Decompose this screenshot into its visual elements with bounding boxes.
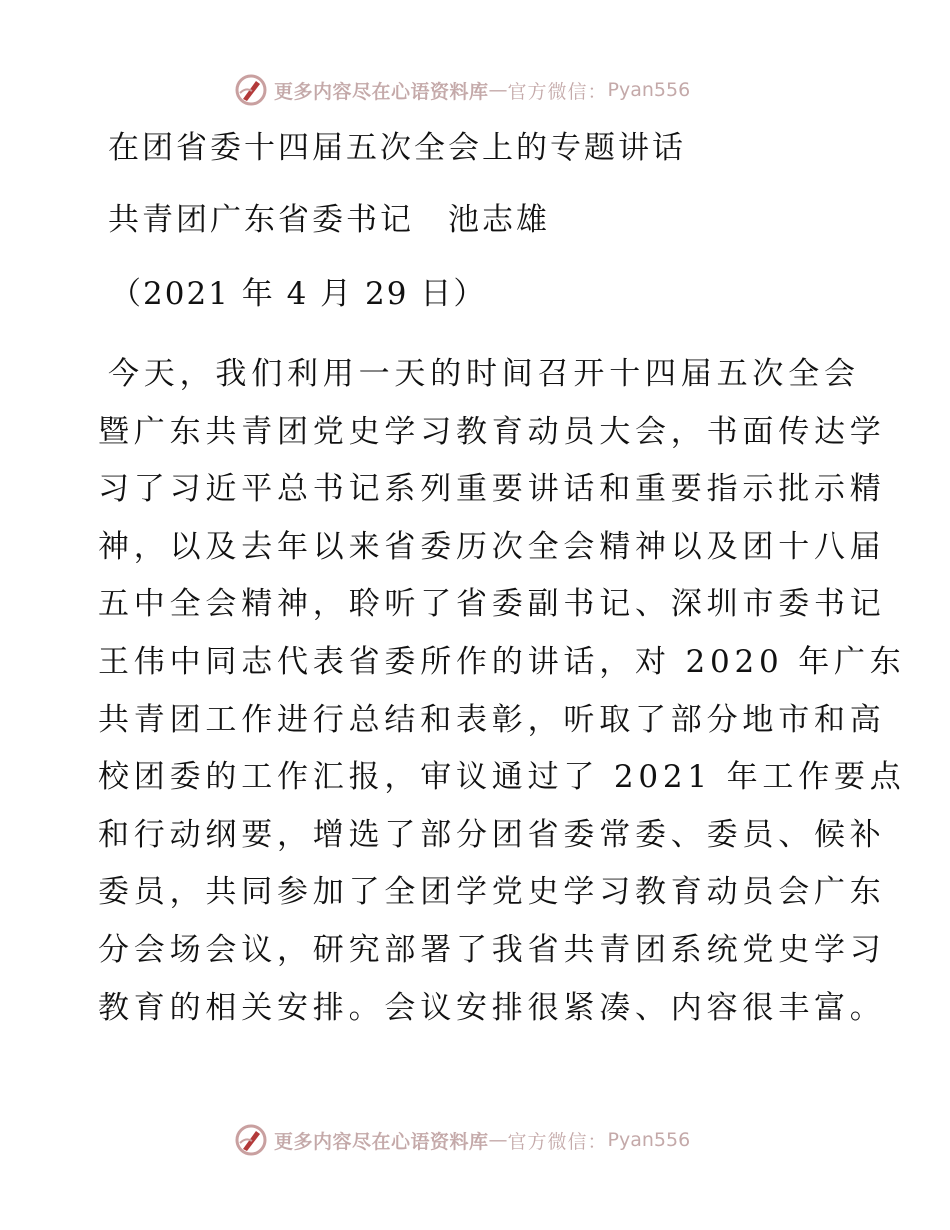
header-watermark [234,73,690,107]
watermark-wechat-id: Pyan556 [607,79,691,101]
body-line: 五中全会精神，聆听了省委副书记、深圳市委书记 [98,586,886,623]
body-line: 委员，共同参加了全团学党史学习教育动员会广东 [98,874,886,911]
watermark-official-label: 官方微信： [507,80,608,103]
watermark-main-text: 更多内容尽在心语资料库 [274,80,489,103]
body-line: 习了习近平总书记系列重要讲话和重要指示批示精 [98,471,886,508]
body-line: 共青团工作进行总结和表彰，听取了部分地市和高 [98,701,886,738]
quill-pen-logo-icon [234,1123,268,1157]
document-date: （2021 年 4 月 29 日） [110,276,487,312]
quill-pen-logo-icon [234,73,268,107]
document-title: 在团省委十四届五次全会上的专题讲话 [108,130,686,166]
body-line: 神，以及去年以来省委历次全会精神以及团十八届 [98,528,886,565]
watermark-separator: — [488,79,508,101]
body-line: 暨广东共青团党史学习教育动员大会，书面传达学 [98,413,886,450]
body-line: 校团委的工作汇报，审议通过了 2021 年工作要点 [98,759,906,796]
body-line: 王伟中同志代表省委所作的讲话，对 2020 年广东 [98,643,906,680]
watermark-official-label: 官方微信： [507,1130,608,1153]
body-line: 教育的相关安排。会议安排很紧凑、内容很丰富。 [98,989,886,1026]
body-line: 和行动纲要，增选了部分团省委常委、委员、候补 [98,816,886,853]
footer-watermark [234,1123,690,1157]
watermark-wechat-id: Pyan556 [607,1129,691,1151]
document-author: 共青团广东省委书记 池志雄 [108,202,550,238]
document-body [98,346,906,1037]
watermark-separator: — [488,1129,508,1151]
watermark-main-text: 更多内容尽在心语资料库 [274,1130,489,1153]
body-line: 今天，我们利用一天的时间召开十四届五次全会 [108,356,860,392]
body-line: 分会场会议，研究部署了我省共青团系统党史学习 [98,931,886,968]
